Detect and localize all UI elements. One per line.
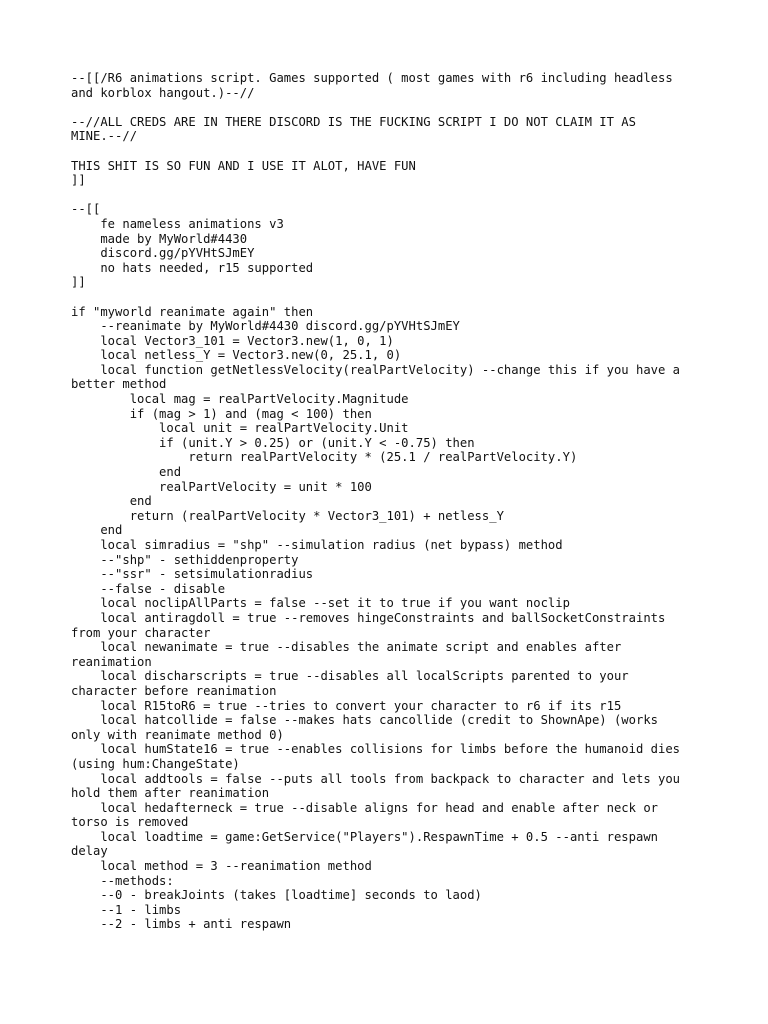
code-line: character before reanimation bbox=[71, 683, 277, 698]
code-line: --2 - limbs + anti respawn bbox=[71, 917, 292, 932]
code-line: local antiragdoll = true --removes hingeConstraints and ballSocketConstraints bbox=[71, 610, 666, 625]
code-line: end bbox=[71, 523, 123, 538]
code-line: local humState16 = true --enables collisions for limbs before the humanoid dies bbox=[71, 742, 681, 757]
code-line: local loadtime = game:GetService("Players").RespawnTime + 0.5 --anti respawn bbox=[71, 829, 658, 844]
code-line: --"shp" - sethiddenproperty bbox=[71, 552, 299, 567]
code-line: delay bbox=[71, 844, 108, 859]
script-document bbox=[71, 71, 701, 932]
code-line: return realPartVelocity * (25.1 / realPartVelocity.Y) bbox=[71, 450, 578, 465]
code-line: if (unit.Y > 0.25) or (unit.Y < -0.75) then bbox=[71, 435, 475, 450]
code-line: end bbox=[71, 494, 152, 509]
code-line: --//ALL CREDS ARE IN THERE DISCORD IS THE FUCKING SCRIPT I DO NOT CLAIM IT AS bbox=[71, 114, 636, 129]
code-line bbox=[71, 290, 701, 305]
code-line: local netless_Y = Vector3.new(0, 25.1, 0) bbox=[71, 348, 402, 363]
code-line: hold them after reanimation bbox=[71, 786, 270, 801]
code-line bbox=[71, 144, 701, 159]
code-line: end bbox=[71, 465, 182, 480]
code-line: --0 - breakJoints (takes [loadtime] seconds to laod) bbox=[71, 888, 482, 903]
code-line: return (realPartVelocity * Vector3_101) + netless_Y bbox=[71, 508, 504, 523]
code-line: THIS SHIT IS SO FUN AND I USE IT ALOT, HAVE FUN bbox=[71, 158, 416, 173]
code-line: reanimation bbox=[71, 654, 152, 669]
code-line: if "myworld reanimate again" then bbox=[71, 304, 314, 319]
code-line: made by MyWorld#4430 bbox=[71, 231, 248, 246]
code-line: local function getNetlessVelocity(realPartVelocity) --change this if you have a bbox=[71, 362, 681, 377]
code-line: MINE.--// bbox=[71, 129, 138, 144]
code-line: local R15toR6 = true --tries to convert your character to r6 if its r15 bbox=[71, 698, 622, 713]
code-line: discord.gg/pYVHtSJmEY bbox=[71, 246, 255, 261]
code-line: local hatcollide = false --makes hats cancollide (credit to ShownApe) (works bbox=[71, 713, 658, 728]
code-line: from your character bbox=[71, 625, 211, 640]
code-line: local discharscripts = true --disables all localScripts parented to your bbox=[71, 669, 629, 684]
code-line: if (mag > 1) and (mag < 100) then bbox=[71, 406, 372, 421]
code-line: only with reanimate method 0) bbox=[71, 727, 284, 742]
code-line: --reanimate by MyWorld#4430 discord.gg/pYVHtSJmEY bbox=[71, 319, 460, 334]
code-line: --methods: bbox=[71, 873, 174, 888]
code-line bbox=[71, 100, 701, 115]
code-line: local hedafterneck = true --disable aligns for head and enable after neck or bbox=[71, 800, 658, 815]
code-line: fe nameless animations v3 bbox=[71, 216, 284, 231]
code-line: torso is removed bbox=[71, 815, 189, 830]
code-line: no hats needed, r15 supported bbox=[71, 260, 314, 275]
code-line bbox=[71, 188, 701, 203]
code-line: local method = 3 --reanimation method bbox=[71, 859, 372, 874]
code-line: --"ssr" - setsimulationradius bbox=[71, 567, 314, 582]
code-line: local mag = realPartVelocity.Magnitude bbox=[71, 392, 409, 407]
code-line: and korblox hangout.)--// bbox=[71, 85, 255, 100]
code-line: local noclipAllParts = false --set it to true if you want noclip bbox=[71, 596, 570, 611]
code-line: local unit = realPartVelocity.Unit bbox=[71, 421, 409, 436]
code-line: local Vector3_101 = Vector3.new(1, 0, 1) bbox=[71, 333, 394, 348]
code-line: --false - disable bbox=[71, 581, 226, 596]
code-line: (using hum:ChangeState) bbox=[71, 756, 240, 771]
code-line: better method bbox=[71, 377, 167, 392]
code-line: local addtools = false --puts all tools from backpack to character and lets you bbox=[71, 771, 681, 786]
code-line: realPartVelocity = unit * 100 bbox=[71, 479, 372, 494]
code-line: --[[ bbox=[71, 202, 101, 217]
code-line: --[[/R6 animations script. Games supported ( most games with r6 including headless bbox=[71, 71, 673, 85]
code-line: --1 - limbs bbox=[71, 902, 182, 917]
code-line: ]] bbox=[71, 275, 86, 290]
code-line: local newanimate = true --disables the animate script and enables after bbox=[71, 640, 622, 655]
code-line: local simradius = "shp" --simulation radius (net bypass) method bbox=[71, 538, 563, 552]
code-line: ]] bbox=[71, 173, 86, 188]
